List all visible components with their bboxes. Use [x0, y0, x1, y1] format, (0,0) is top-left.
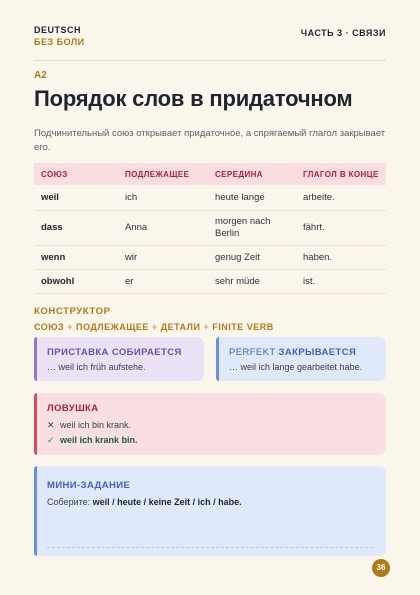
formula-part-conjunction: СОЮЗ [34, 322, 65, 332]
check-icon: ✓ [47, 435, 55, 445]
cross-icon: ✕ [47, 420, 55, 430]
cell-subject: er [118, 269, 208, 293]
card-title-part1: PERFEKT [229, 347, 276, 358]
card-accent-bar [34, 393, 37, 455]
formula-part-subject: ПОДЛЕЖАЩЕЕ [76, 322, 149, 332]
task-prompt [47, 497, 242, 507]
word-order-table [34, 163, 386, 294]
cell-conjunction: dass [34, 210, 118, 245]
plus-sign: + [67, 322, 73, 332]
cell-final-verb: fährt. [296, 210, 386, 245]
constructor-formula [34, 322, 274, 332]
card-title [229, 347, 356, 358]
cell-final-verb: ist. [296, 269, 386, 293]
table-row [34, 269, 386, 293]
intro-text: Подчинительный союз открывает придаточное, а спрягаемый глагол закрывает его. [34, 128, 386, 153]
column-header-final-verb: ГЛАГОЛ В КОНЦЕ [303, 169, 379, 179]
header-divider [34, 60, 386, 61]
table-row [34, 185, 386, 210]
column-header-middle: СЕРЕДИНА [215, 169, 263, 179]
table-row [34, 210, 386, 245]
cell-final-verb: haben. [296, 245, 386, 269]
card-example: … weil ich lange gearbeitet habe. [229, 362, 363, 372]
wrong-example [47, 420, 131, 431]
cell-middle: genug Zeit [208, 245, 296, 269]
constructor-label: КОНСТРУКТОР [34, 306, 111, 317]
cell-subject: ich [118, 185, 208, 210]
column-header-subject: ПОДЛЕЖАЩЕЕ [125, 169, 190, 179]
right-example [47, 435, 138, 446]
column-header-conjunction: СОЮЗ [41, 169, 68, 179]
plus-sign: + [151, 322, 158, 332]
card-example: … weil ich früh aufstehe. [47, 362, 146, 372]
card-mini-task [34, 466, 386, 556]
card-accent-bar [216, 337, 219, 381]
task-prompt-label: Соберите: [47, 497, 91, 507]
wrong-example-text: weil ich bin krank. [60, 420, 132, 430]
cell-subject: Anna [118, 210, 208, 245]
page-number-badge: 36 [372, 559, 390, 577]
table-row [34, 245, 386, 269]
card-title: ПРИСТАВКА СОБИРАЕТСЯ [47, 347, 182, 358]
card-title: ЛОВУШКА [47, 403, 99, 414]
cell-conjunction: wenn [34, 245, 118, 269]
formula-part-details: ДЕТАЛИ [160, 322, 201, 332]
card-accent-bar [34, 337, 37, 381]
right-example-text: weil ich krank bin. [60, 435, 138, 445]
level-badge: A2 [34, 70, 47, 81]
page-title: Порядок слов в придаточном [34, 86, 353, 111]
brand-line1: DEUTSCH [34, 25, 82, 35]
cell-conjunction: weil [34, 185, 118, 210]
cell-middle: heute lange [208, 185, 296, 210]
card-prefix [34, 337, 204, 381]
cell-conjunction: obwohl [34, 269, 118, 293]
brand-line2: БЕЗ БОЛИ [34, 37, 85, 47]
chapter-label: ЧАСТЬ 3 · СВЯЗИ [300, 28, 386, 38]
cell-subject: wir [118, 245, 208, 269]
plus-sign: + [203, 322, 210, 332]
card-title: МИНИ-ЗАДАНИЕ [47, 480, 131, 491]
cell-middle: sehr müde [208, 269, 296, 293]
answer-line[interactable] [47, 547, 373, 548]
cell-final-verb: arbeite. [296, 185, 386, 210]
card-perfekt [216, 337, 386, 381]
formula-part-finite-verb: FINITE VERB [212, 322, 274, 332]
card-trap [34, 393, 386, 455]
cell-middle: morgen nach Berlin [208, 210, 296, 245]
page-header [34, 24, 386, 50]
task-words: weil / heute / keine Zeit / ich / habe. [92, 497, 242, 507]
table-header-row [34, 163, 386, 185]
card-title-part2: ЗАКРЫВАЕТСЯ [278, 347, 357, 358]
card-accent-bar [34, 466, 37, 556]
